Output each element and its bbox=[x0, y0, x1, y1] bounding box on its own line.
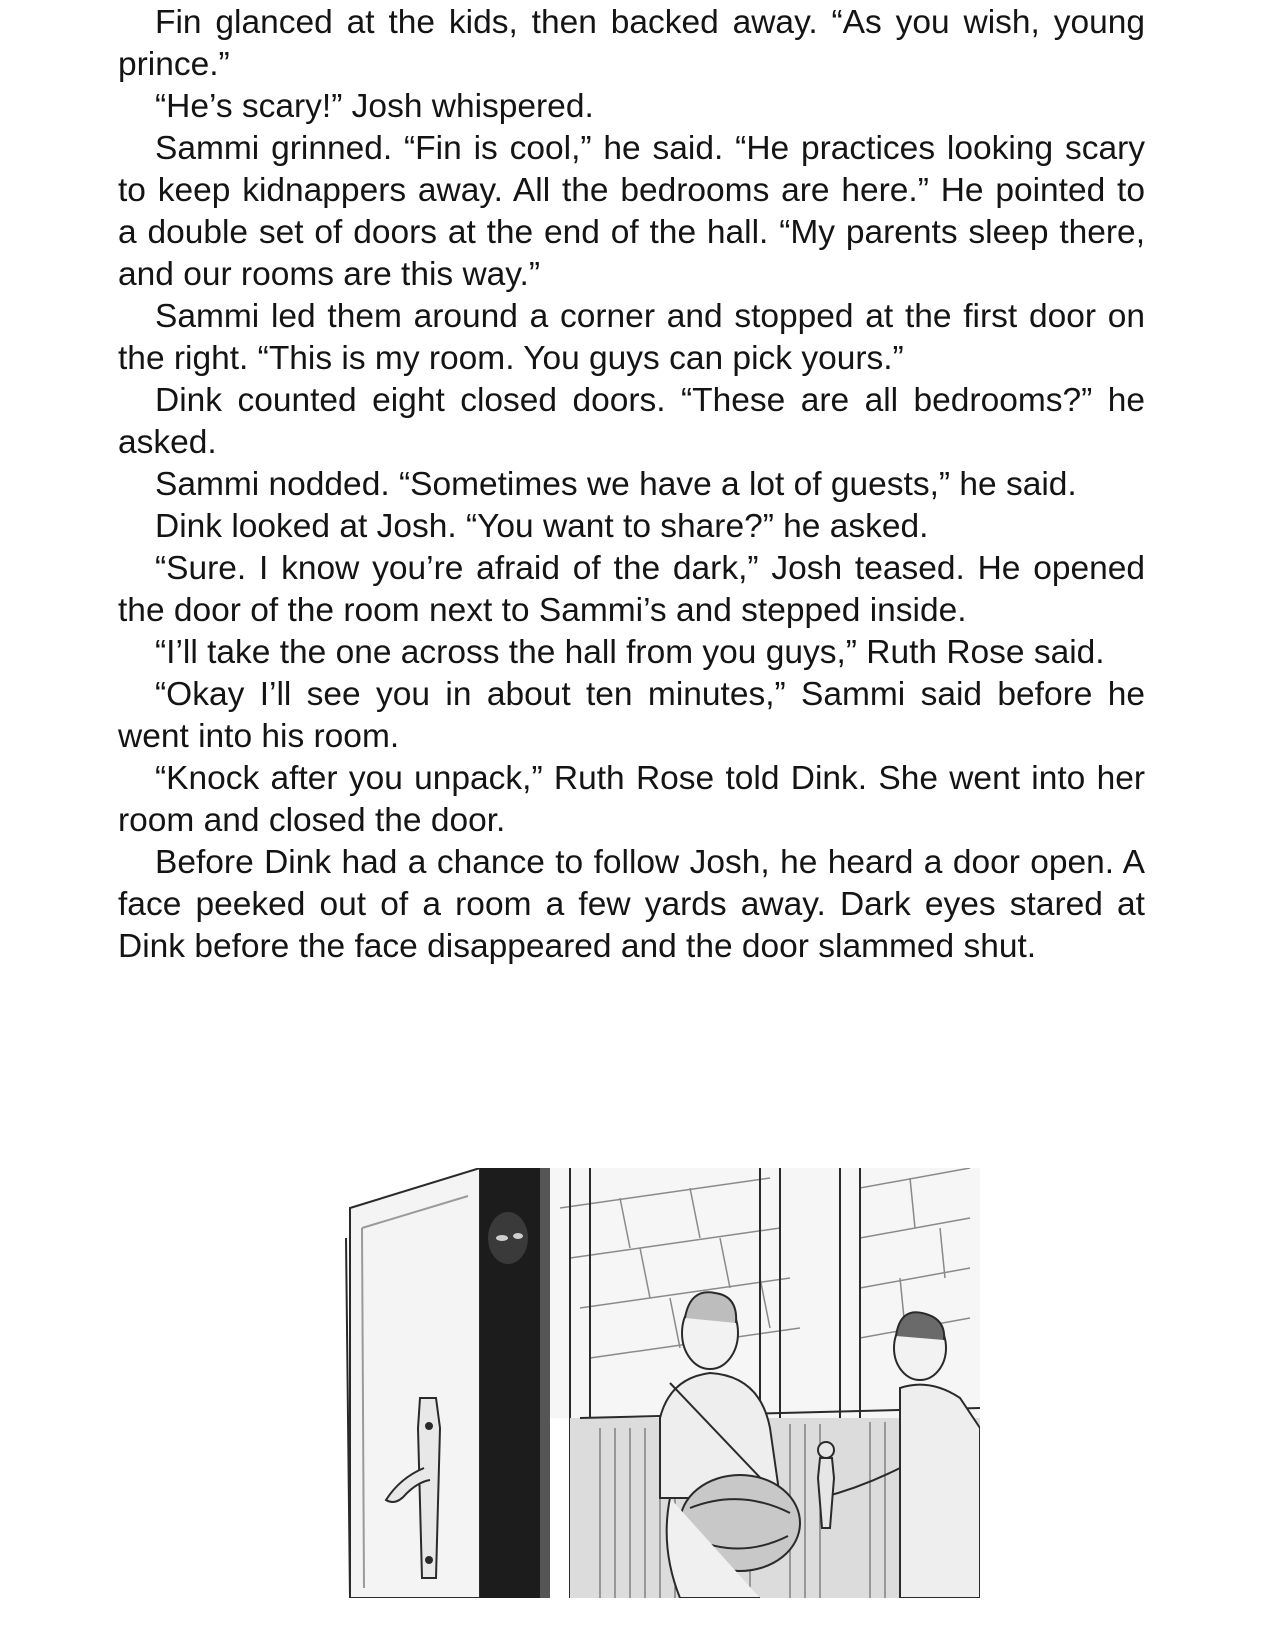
paragraph-6: Sammi nodded. “Sometimes we have a lot of guests,” he said. bbox=[155, 466, 1077, 503]
paragraph-10: “Okay I’ll see you in about ten minutes,” Sammi said before he went into his room. bbox=[118, 676, 1145, 755]
paragraph-4: Sammi led them around a corner and stopped at the first door on the right. “This is my room. You guys can pick yours.” bbox=[118, 298, 1145, 377]
story-text bbox=[118, 2, 1145, 968]
open-door bbox=[346, 1168, 480, 1598]
hallway-illustration bbox=[340, 1168, 980, 1598]
door-knob-icon bbox=[818, 1442, 834, 1528]
paragraph-11: “Knock after you unpack,” Ruth Rose told Dink. She went into her room and closed the door. bbox=[118, 760, 1145, 839]
paragraph-12: Before Dink had a chance to follow Josh, he heard a door open. A face peeked out of a room a few yards away. Dark eyes stared at Dink before the face disappeared and the door slammed shut. bbox=[118, 844, 1145, 965]
dark-doorway bbox=[480, 1168, 550, 1598]
paragraph-9: “I’ll take the one across the hall from you guys,” Ruth Rose said. bbox=[155, 634, 1105, 671]
paragraph-5: Dink counted eight closed doors. “These are all bedrooms?” he asked. bbox=[118, 382, 1145, 461]
paragraph-3: Sammi grinned. “Fin is cool,” he said. “He practices looking scary to keep kidnappers away. All the bedrooms are here.” He pointed to a double set of doors at the end of the hall. “My parents sleep there, and our rooms are this way.” bbox=[118, 130, 1145, 293]
paragraph-7: Dink looked at Josh. “You want to share?” he asked. bbox=[155, 508, 929, 545]
paragraph-2: “He’s scary!” Josh whispered. bbox=[155, 88, 594, 125]
peeking-eye-icon bbox=[496, 1235, 508, 1241]
illustration-sketch bbox=[340, 1168, 980, 1598]
paragraph-8: “Sure. I know you’re afraid of the dark,” Josh teased. He opened the door of the room next to Sammi’s and stepped inside. bbox=[118, 550, 1145, 629]
paragraph-1: Fin glanced at the kids, then backed away. “As you wish, young prince.” bbox=[118, 4, 1145, 83]
